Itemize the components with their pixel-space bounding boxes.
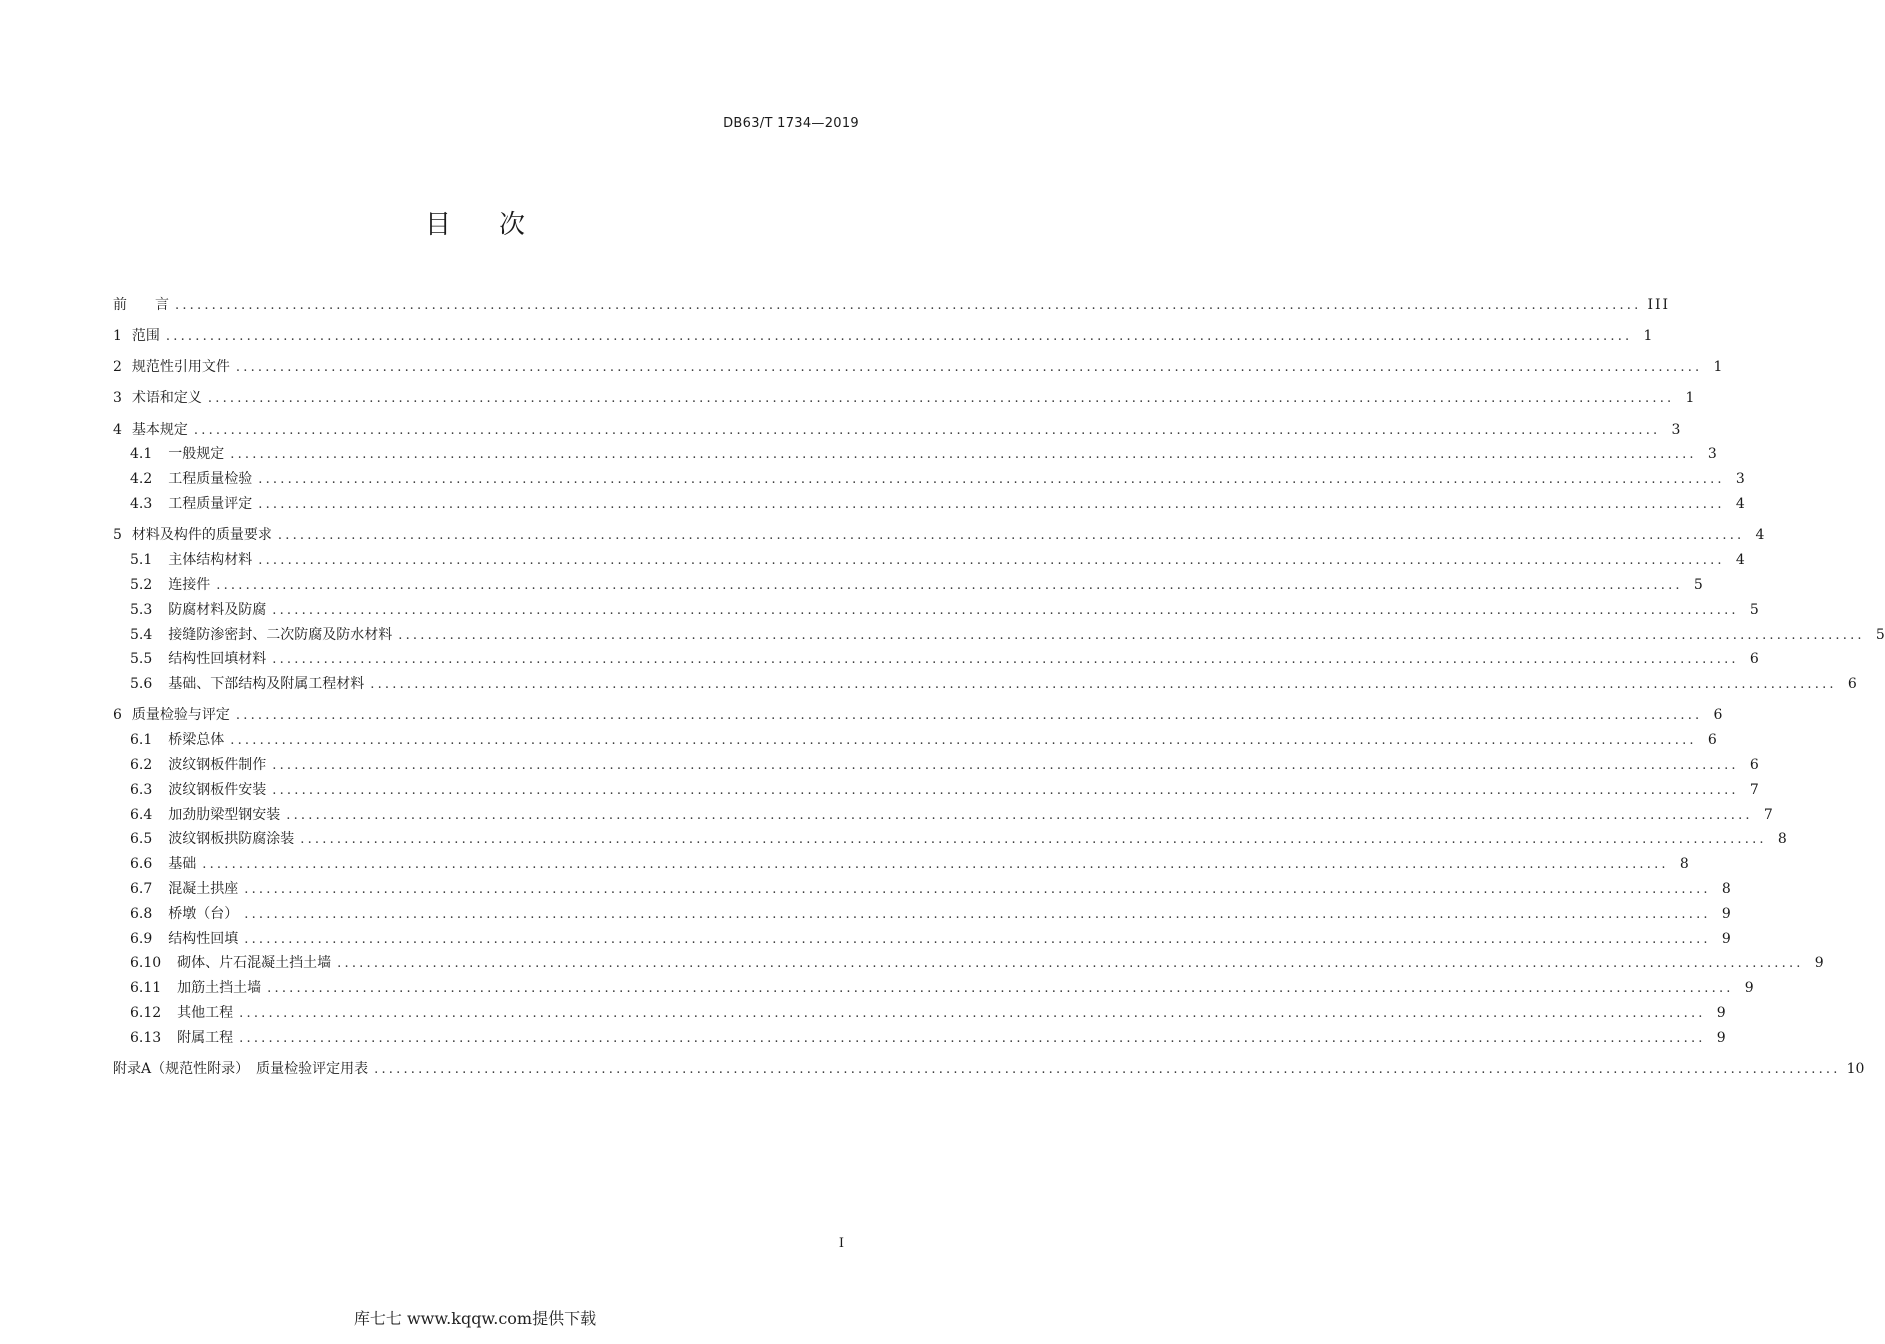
- dot-leader: ........................................................................................................................................................................................................: [244, 882, 1711, 898]
- dot-leader: ........................................................................................................................................................................................................: [398, 627, 1865, 643]
- toc-entry[interactable]: [113, 778, 1759, 803]
- page-title: 目次: [424, 210, 573, 240]
- toc-entry-number: 4.3: [130, 496, 153, 513]
- toc-entry-page: 9: [1721, 930, 1731, 947]
- toc-entry-page: 3: [1671, 421, 1681, 438]
- toc-entry-page: 5: [1693, 576, 1703, 593]
- toc-entry-page: 6: [1707, 732, 1717, 749]
- dot-leader: ........................................................................................................................................................................................................: [202, 857, 1669, 873]
- toc-entry-page: 4: [1735, 552, 1745, 569]
- dot-leader: ........................................................................................................................................................................................................: [230, 447, 1697, 463]
- toc-entry-number: 6.5: [130, 831, 153, 848]
- toc-entry[interactable]: [113, 672, 1857, 697]
- toc-entry-number: 6.4: [130, 806, 153, 823]
- toc-entry-number: 6.9: [130, 930, 153, 947]
- toc-entry-number: 5.3: [130, 601, 153, 618]
- dot-leader: ........................................................................................................................................................................................................: [244, 931, 1711, 947]
- toc-entry-label: 其他工程: [177, 1005, 234, 1022]
- dot-leader: ........................................................................................................................................................................................................: [230, 733, 1697, 749]
- dot-leader: ........................................................................................................................................................................................................: [272, 782, 1739, 798]
- dot-leader: ........................................................................................................................................................................................................: [337, 956, 1804, 972]
- toc-entry-page: 6: [1749, 757, 1759, 774]
- toc-entry[interactable]: [113, 598, 1759, 623]
- toc-entry-page: 1: [1643, 327, 1653, 344]
- toc-entry-page: 7: [1749, 781, 1759, 798]
- document-code: DB63/T 1734—2019: [723, 116, 859, 131]
- toc-entry-label: 连接件: [168, 576, 211, 593]
- toc-entry[interactable]: [113, 1026, 1726, 1051]
- toc-entry-label: 基础、下部结构及附属工程材料: [168, 676, 365, 693]
- toc-entry-label: 主体结构材料: [168, 552, 253, 569]
- toc-entry-number: 4.2: [130, 471, 153, 488]
- toc-entry[interactable]: [113, 492, 1745, 517]
- toc-entry-page: 3: [1707, 446, 1717, 463]
- toc-entry[interactable]: [113, 927, 1731, 952]
- toc-entry-number: 6.1: [130, 732, 153, 749]
- toc-entry-number: 6.10: [130, 955, 162, 972]
- dot-leader: ........................................................................................................................................................................................................: [374, 1062, 1841, 1078]
- toc-entry-page: 3: [1735, 471, 1745, 488]
- toc-entry-label: 波纹钢板件制作: [168, 757, 267, 774]
- toc-entry-number: 4.1: [130, 446, 153, 463]
- toc-entry-number: 6.8: [130, 905, 153, 922]
- toc-entry[interactable]: [113, 753, 1759, 778]
- toc-entry-page: 5: [1749, 601, 1759, 618]
- dot-leader: ........................................................................................................................................................................................................: [267, 981, 1734, 997]
- toc-entry-label: 附属工程: [177, 1029, 234, 1046]
- toc-entry-label: 材料及构件的质量要求: [131, 527, 272, 544]
- dot-leader: ........................................................................................................................................................................................................: [216, 577, 1683, 593]
- toc-entry[interactable]: [113, 1057, 1865, 1082]
- dot-leader: ........................................................................................................................................................................................................: [235, 360, 1703, 376]
- toc-entry-number: 6.2: [130, 757, 153, 774]
- toc-entry[interactable]: [113, 573, 1703, 598]
- toc-entry-number: 6.12: [130, 1005, 162, 1022]
- toc-entry[interactable]: [113, 976, 1754, 1001]
- toc-entry-label: 质量检验与评定: [131, 707, 230, 724]
- dot-leader: ........................................................................................................................................................................................................: [272, 602, 1739, 618]
- toc-entry[interactable]: [113, 548, 1745, 573]
- dot-leader: ........................................................................................................................................................................................................: [300, 832, 1767, 848]
- toc-entry-number: 5.4: [130, 626, 153, 643]
- dot-leader: ........................................................................................................................................................................................................: [272, 758, 1739, 774]
- toc-entry-number: 1: [113, 327, 122, 344]
- toc-entry-label: 一般规定: [168, 446, 225, 463]
- toc-entry-label: 加劲肋梁型钢安装: [168, 806, 281, 823]
- dot-leader: ........................................................................................................................................................................................................: [165, 328, 1633, 344]
- toc-entry-label: 防腐材料及防腐: [168, 601, 267, 618]
- toc-entry[interactable]: [113, 623, 1885, 648]
- toc-entry[interactable]: [113, 728, 1717, 753]
- toc-entry[interactable]: [113, 386, 1695, 411]
- toc-entry-page: 8: [1777, 831, 1787, 848]
- dot-leader: ........................................................................................................................................................................................................: [193, 422, 1661, 438]
- toc-entry-label: 接缝防渗密封、二次防腐及防水材料: [168, 626, 393, 643]
- toc-entry-page: 7: [1763, 806, 1773, 823]
- dot-leader: ........................................................................................................................................................................................................: [175, 297, 1642, 313]
- toc-entry[interactable]: [113, 647, 1759, 672]
- toc-entry-label: 附录A（规范性附录） 质量检验评定用表: [113, 1061, 369, 1078]
- toc-entry-number: 6.6: [130, 856, 153, 873]
- toc-entry-number: 4: [113, 421, 122, 438]
- toc-entry-page: 6: [1713, 707, 1723, 724]
- toc-entry-page: 10: [1846, 1061, 1865, 1078]
- toc-entry[interactable]: [113, 1001, 1726, 1026]
- dot-leader: ........................................................................................................................................................................................................: [235, 708, 1703, 724]
- toc-entry-number: 2: [113, 359, 122, 376]
- dot-leader: ........................................................................................................................................................................................................: [244, 906, 1711, 922]
- dot-leader: ........................................................................................................................................................................................................: [286, 807, 1753, 823]
- toc-entry[interactable]: [113, 523, 1765, 548]
- toc-entry-number: 5.6: [130, 676, 153, 693]
- dot-leader: ........................................................................................................................................................................................................: [258, 472, 1725, 488]
- toc-entry[interactable]: [113, 418, 1681, 443]
- toc-entry-label: 加筋土挡土墙: [177, 980, 262, 997]
- toc-entry[interactable]: [113, 827, 1787, 852]
- toc-entry[interactable]: [113, 951, 1824, 976]
- toc-entry[interactable]: [113, 902, 1731, 927]
- dot-leader: ........................................................................................................................................................................................................: [258, 497, 1725, 513]
- toc-entry-number: 6.11: [130, 980, 162, 997]
- dot-leader: ........................................................................................................................................................................................................: [277, 528, 1745, 544]
- dot-leader: ........................................................................................................................................................................................................: [239, 1030, 1706, 1046]
- dot-leader: ........................................................................................................................................................................................................: [258, 553, 1725, 569]
- toc-entry-label: 工程质量评定: [168, 496, 253, 513]
- toc-entry-label: 工程质量检验: [168, 471, 253, 488]
- toc-entry-page: 9: [1716, 1029, 1726, 1046]
- toc-entry-label: 基础: [168, 856, 197, 873]
- page-number: I: [838, 1236, 844, 1251]
- dot-leader: ........................................................................................................................................................................................................: [272, 652, 1739, 668]
- toc-entry-number: 3: [113, 390, 122, 407]
- toc-entry-number: 5: [113, 527, 122, 544]
- toc-entry-page: 6: [1749, 651, 1759, 668]
- toc-entry-number: 6.13: [130, 1029, 162, 1046]
- dot-leader: ........................................................................................................................................................................................................: [370, 677, 1837, 693]
- toc-entry-page: 1: [1685, 390, 1695, 407]
- toc-entry-label: 结构性回填材料: [168, 651, 267, 668]
- toc-entry-label: 桥梁总体: [168, 732, 225, 749]
- toc-entry-page: 9: [1716, 1005, 1726, 1022]
- toc-entry-page: 6: [1847, 676, 1857, 693]
- toc-entry-page: 9: [1744, 980, 1754, 997]
- table-of-contents: [113, 286, 1885, 1082]
- toc-entry-page: 8: [1679, 856, 1689, 873]
- toc-entry[interactable]: [113, 852, 1689, 877]
- toc-entry-page: 8: [1721, 881, 1731, 898]
- toc-entry-label: 波纹钢板件安装: [168, 781, 267, 798]
- toc-entry-page: 9: [1814, 955, 1824, 972]
- footer-watermark: 库七七 www.kqqw.com提供下载: [353, 1309, 597, 1328]
- toc-entry-label: 范围: [131, 327, 160, 344]
- toc-entry[interactable]: [113, 442, 1717, 467]
- dot-leader: ........................................................................................................................................................................................................: [207, 391, 1675, 407]
- toc-entry[interactable]: [113, 293, 1671, 318]
- toc-entry-number: 5.5: [130, 651, 153, 668]
- toc-entry-label: 术语和定义: [131, 390, 202, 407]
- toc-entry-label: 规范性引用文件: [131, 359, 230, 376]
- toc-entry[interactable]: [113, 355, 1723, 380]
- toc-entry-label: 桥墩（台）: [168, 905, 239, 922]
- toc-entry-number: 6.7: [130, 881, 153, 898]
- toc-entry-page: 4: [1755, 527, 1765, 544]
- toc-entry[interactable]: [113, 877, 1731, 902]
- toc-entry[interactable]: [113, 703, 1723, 728]
- toc-entry-label: 结构性回填: [168, 930, 239, 947]
- toc-entry[interactable]: [113, 803, 1773, 828]
- toc-entry-label: 砌体、片石混凝土挡土墙: [177, 955, 332, 972]
- dot-leader: ........................................................................................................................................................................................................: [239, 1006, 1706, 1022]
- toc-entry-label: 波纹钢板拱防腐涂装: [168, 831, 295, 848]
- toc-entry-page: 5: [1875, 626, 1885, 643]
- toc-entry-label: 前 言: [113, 296, 169, 313]
- toc-entry-page: 9: [1721, 905, 1731, 922]
- toc-entry-number: 5.2: [130, 576, 153, 593]
- toc-entry[interactable]: [113, 467, 1745, 492]
- toc-entry-number: 6: [113, 707, 122, 724]
- toc-entry[interactable]: [113, 324, 1653, 349]
- toc-entry-label: 基本规定: [131, 421, 188, 438]
- toc-entry-label: 混凝土拱座: [168, 881, 239, 898]
- toc-entry-page: III: [1647, 296, 1671, 313]
- toc-entry-page: 4: [1735, 496, 1745, 513]
- toc-entry-number: 6.3: [130, 781, 153, 798]
- toc-entry-page: 1: [1713, 359, 1723, 376]
- toc-entry-number: 5.1: [130, 552, 153, 569]
